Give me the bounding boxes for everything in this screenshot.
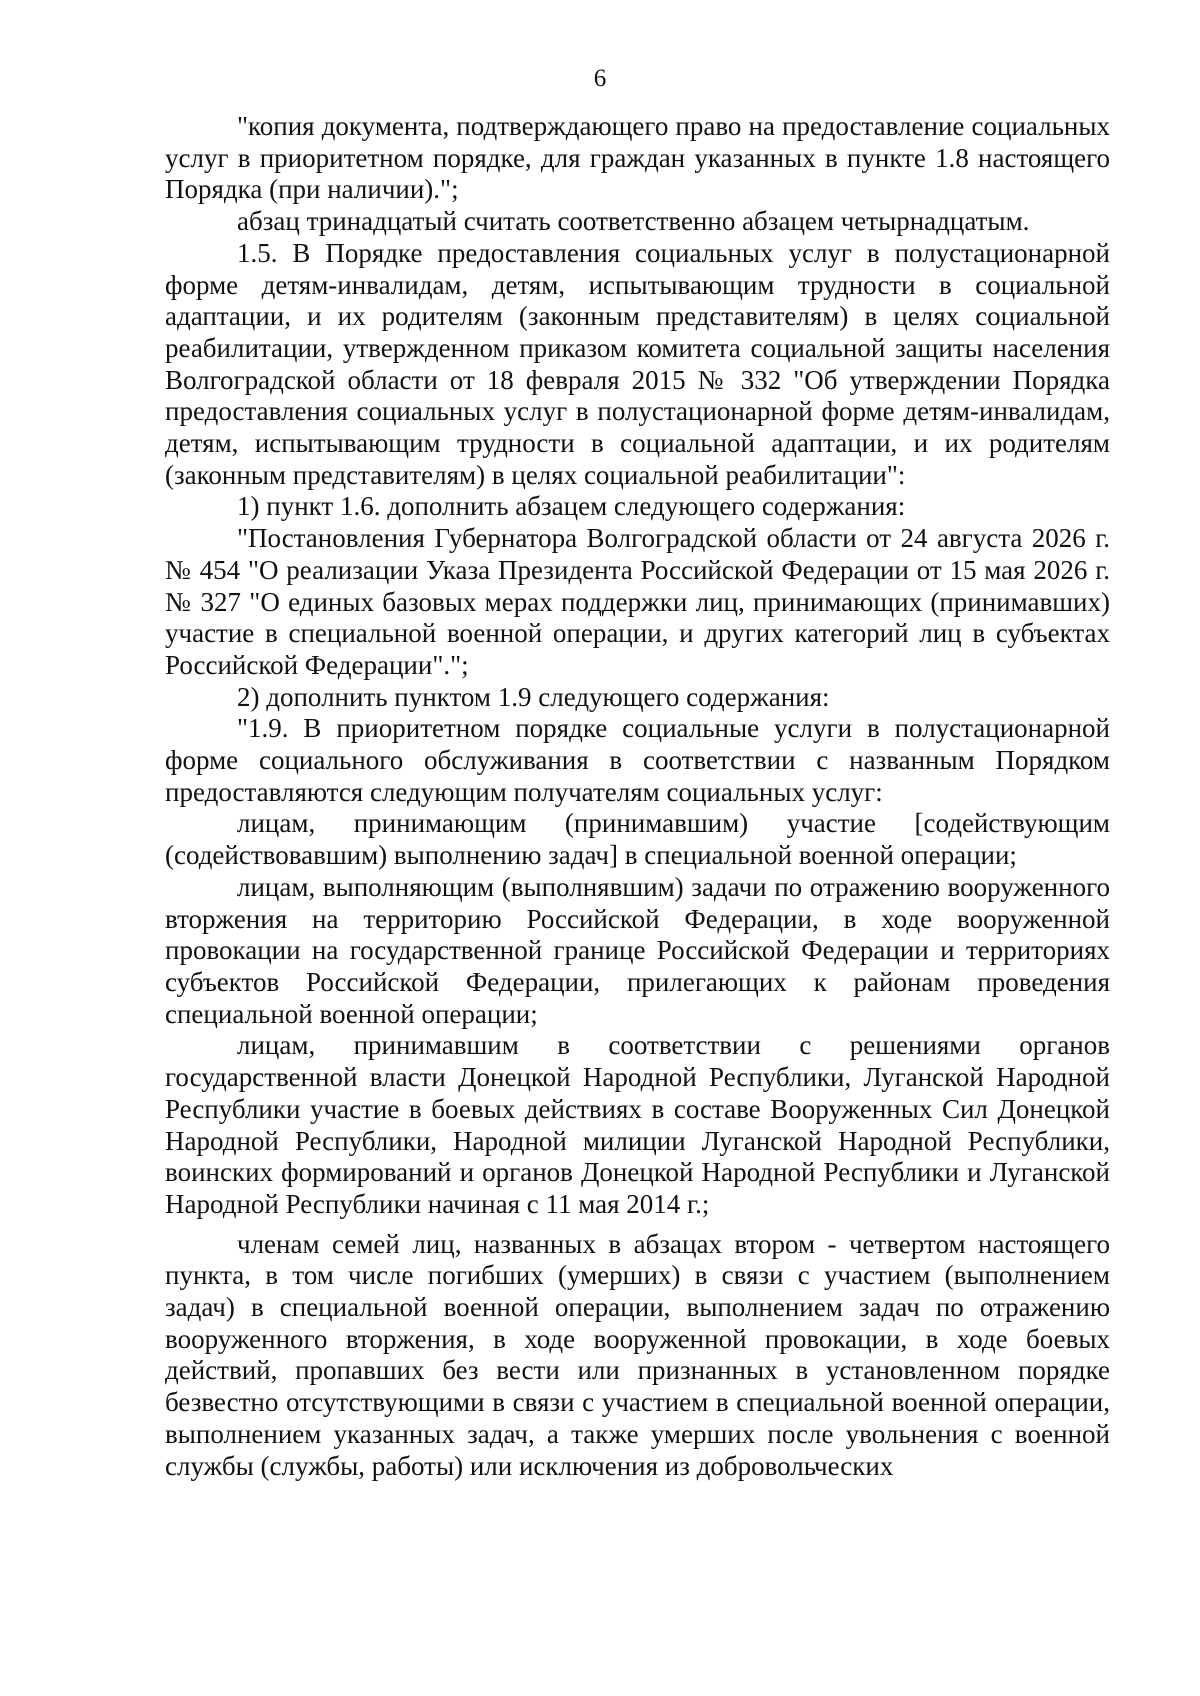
paragraph-abzac-renumber: абзац тринадцатый считать соответственно абзацем четырнадцатым. bbox=[237, 206, 1030, 237]
paragraph-item-2: 2) дополнить пунктом 1.9 следующего содержания: bbox=[237, 681, 830, 712]
paragraph-family-members: членам семей лиц, названных в абзацах втором - четвертом настоящего пункта, в том числе погибших (умерших) в связи с участием (выполнением задач) в специальной военной операции, выполнением задач по отражению вооруженного вторжения, в ходе вооруженной провокации, в ходе боевых действий, пропавших без вести или признанных в установленном порядке безвестно отсутствующими в связи с участием в специальной военной операции, выполнением указанных задач, а также умерших после увольнения с военной службы (службы, работы) или исключения из добровольческих bbox=[165, 1228, 1110, 1481]
paragraph-1-5-order: 1.5. В Порядке предоставления социальных услуг в полустационарной форме детям-инвалидам, детям, испытывающим трудности в социальной адаптации, и их родителям (законным представителям) в целях социальной реабилитации, утвержденном приказом комитета социальной защиты населения Волгоградской области от 18 февраля 2015 № 332 "Об утверждении Порядка предоставления социальных услуг в полустационарной форме детям-инвалидам, детям, испытывающим трудности в социальной адаптации, и их родителям (законным представителям) в целях социальной реабилитации": bbox=[165, 237, 1110, 490]
paragraph-governor-decree: "Постановления Губернатора Волгоградской области от 24 августа 2026 г. № 454 "О реализации Указа Президента Российской Федерации от 15 мая 2026 г. № 327 "О единых базовых мерах поддержки лиц, принимающих (принимавших) участие в специальной военной операции, и других категорий лиц в субъектах Российской Федерации"."; bbox=[165, 523, 1110, 680]
paragraph-document-copy: "копия документа, подтверждающего право на предоставление социальных услуг в приоритетном порядке, для граждан указанных в пункте 1.8 настоящего Порядка (при наличии)."; bbox=[165, 111, 1110, 205]
paragraph-1-9-priority: "1.9. В приоритетном порядке социальные услуги в полустационарной форме социального обслуживания в соответствии с названным Порядком предоставляются следующим получателям социальных услуг: bbox=[165, 713, 1110, 807]
paragraph-dnr-lnr-participants: лицам, принимавшим в соответствии с решениями органов государственной власти Донецкой Народной Республики, Луганской Народной Республики участие в боевых действиях в составе Вооруженных Сил Донецкой Народной Республики, Народной милиции Луганской Народной Республики, воинских формирований и органов Донецкой Народной Республики и Луганской Народной Республики начиная с 11 мая 2014 г.; bbox=[165, 1030, 1110, 1219]
paragraph-svo-participants: лицам, принимающим (принимавшим) участие [содействующим (содействовавшим) выполнению задач] в специальной военной операции; bbox=[165, 808, 1110, 871]
paragraph-invasion-defenders: лицам, выполняющим (выполнявшим) задачи по отражению вооруженного вторжения на территорию Российской Федерации, в ходе вооруженной провокации на государственной границе Российской Федерации и территориях субъектов Российской Федерации, прилегающих к районам проведения специальной военной операции; bbox=[165, 871, 1110, 1029]
document-body bbox=[165, 111, 1110, 1482]
page-number: 6 bbox=[593, 65, 607, 92]
paragraph-item-1: 1) пункт 1.6. дополнить абзацем следующего содержания: bbox=[237, 491, 906, 522]
